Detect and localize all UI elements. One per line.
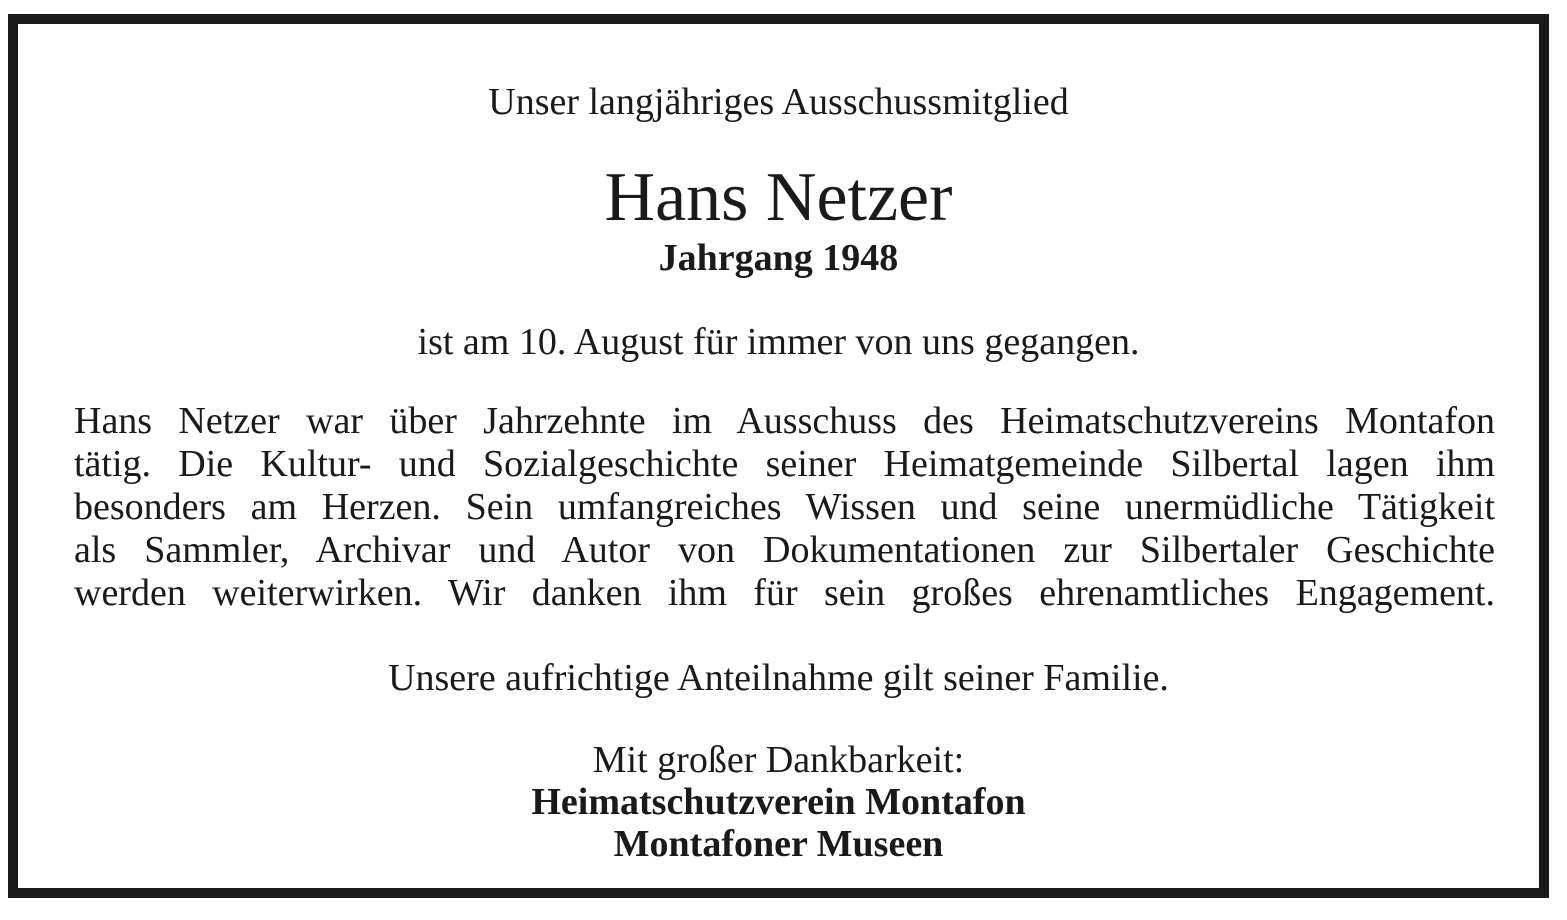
thanks-line: Mit großer Dankbarkeit:: [592, 739, 965, 781]
passing-statement: ist am 10. August für immer von uns gegangen.: [417, 321, 1140, 363]
birth-year: Jahrgang 1948: [658, 237, 899, 279]
tribute-line: Hans Netzer war über Jahrzehnte im Ausschuss des Heimatschutzvereins Montafon: [74, 400, 1495, 442]
deceased-name: Hans Netzer: [604, 159, 953, 236]
tribute-paragraph: [74, 400, 1495, 615]
obituary-content: [18, 24, 1539, 888]
tribute-line: werden weiterwirken. Wir danken ihm für sein großes ehrenamtliches Engagement.: [74, 572, 1495, 614]
tribute-line: besonders am Herzen. Sein umfangreiches Wissen und seine unermüdliche Tätigkeit: [74, 486, 1495, 528]
signatory-museum: Montafoner Museen: [613, 823, 944, 865]
condolence-line: Unsere aufrichtige Anteilnahme gilt seiner Familie.: [388, 657, 1169, 699]
tribute-line: tätig. Die Kultur- und Sozialgeschichte seiner Heimatgemeinde Silbertal lagen ihm: [74, 443, 1495, 485]
signatory-organization: Heimatschutzverein Montafon: [531, 781, 1026, 823]
intro-line: Unser langjähriges Ausschussmitglied: [488, 81, 1069, 123]
tribute-line: als Sammler, Archivar und Autor von Dokumentationen zur Silbertaler Geschichte: [74, 529, 1495, 571]
obituary-frame: [8, 14, 1549, 898]
